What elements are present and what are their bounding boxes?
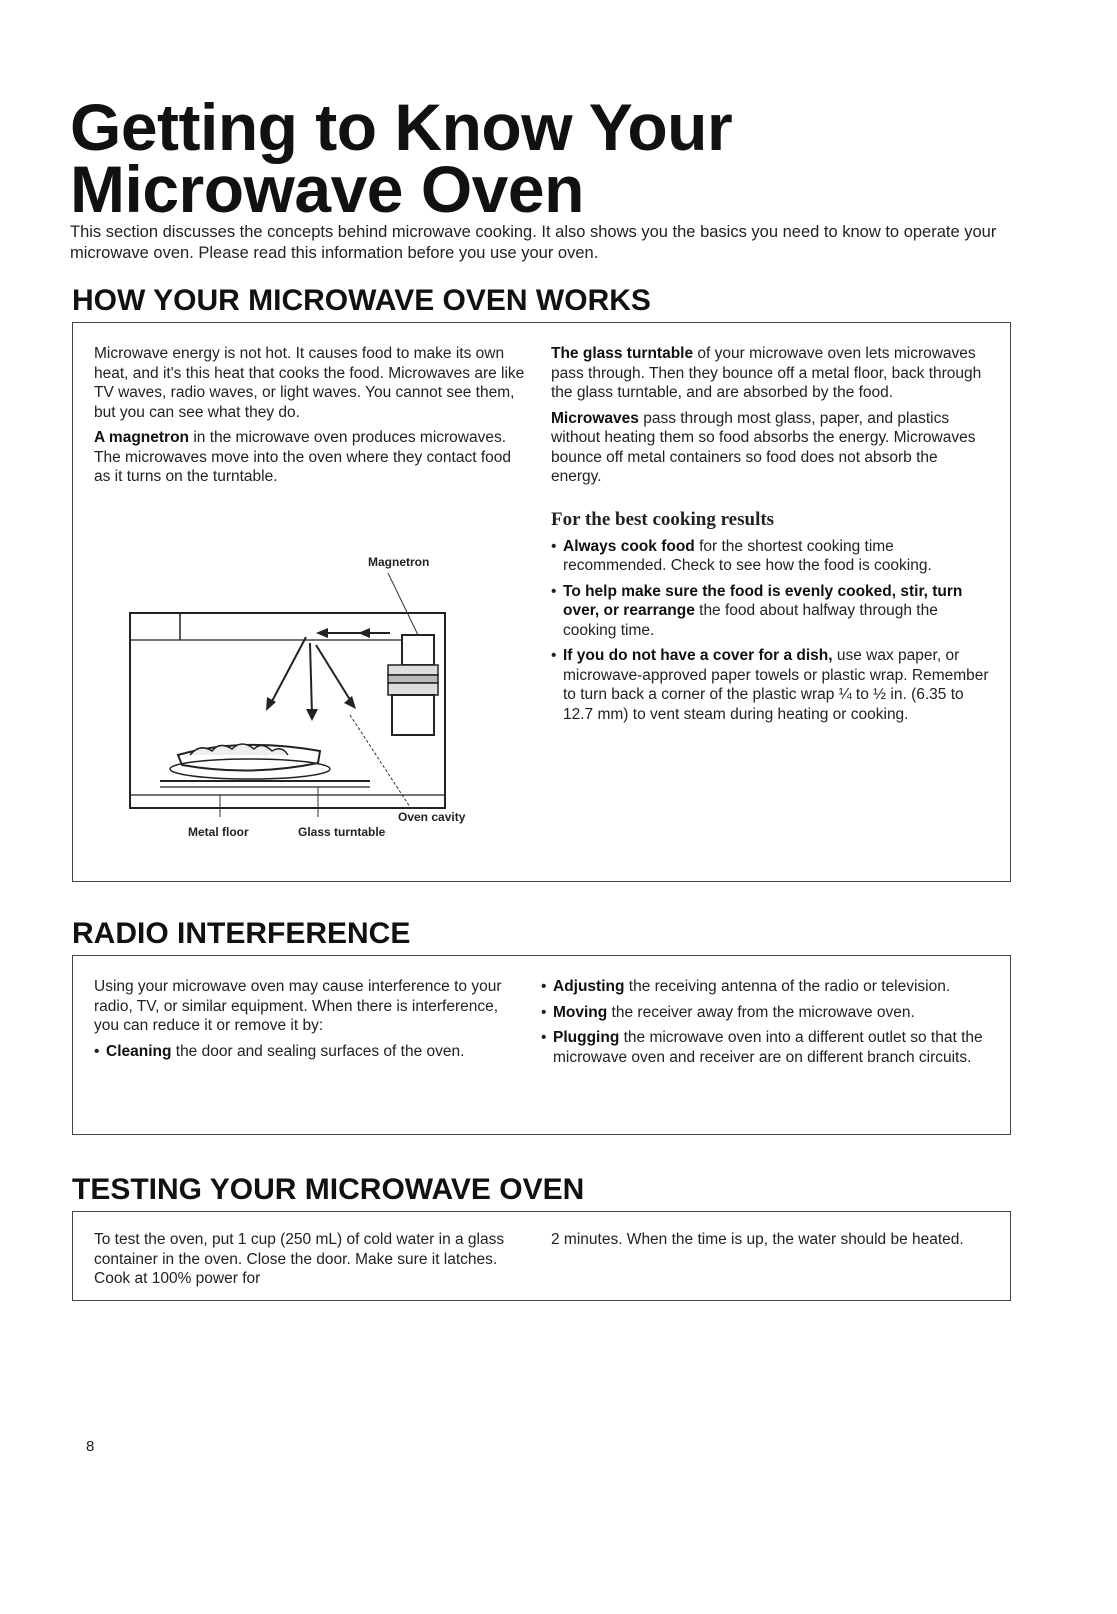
microwaves-term: Microwaves [551, 409, 639, 427]
tip-2-text: the food about halfway through the cooking time. [563, 602, 938, 639]
testing-right-text: 2 minutes. When the time is up, the water should be heated. [551, 1231, 964, 1248]
radio-left-column [94, 977, 526, 1067]
works-left-column [94, 344, 526, 493]
microwaves-text: pass through most glass, paper, and plastics without heating them so food absorbs the energy. Microwaves bounce off metal containers so food does not absorb the energy. [551, 409, 976, 485]
plugging-term: Plugging [553, 1029, 620, 1046]
adjusting-text: the receiving antenna of the radio or television. [624, 978, 951, 995]
cleaning-term: Cleaning [106, 1042, 172, 1060]
tip-1-text: for the shortest cooking time recommended. Check to see how the food is cooking. [563, 537, 932, 574]
radio-item-adjusting [541, 977, 993, 997]
oven-cavity-label: Oven cavity [398, 810, 466, 824]
metal-floor-label: Metal floor [188, 825, 249, 839]
radio-paragraph: Using your microwave oven may cause interference to your radio, TV, or similar equipment. When there is interference, you can reduce it or remove it by: [94, 978, 502, 1034]
glass-turntable-term: The glass turntable [551, 345, 694, 362]
radio-item-plugging [541, 1028, 993, 1067]
magnetron-label: Magnetron [368, 555, 430, 569]
moving-text: the receiver away from the microwave oven. [607, 1003, 915, 1021]
glass-turntable-text: of your microwave oven lets microwaves pass through. Then they bounce off a metal floor, back through the glass turntable, and are absorbed by the food. [551, 345, 982, 401]
radio-left-list [94, 1042, 526, 1062]
works-paragraph-3 [551, 344, 991, 403]
radio-heading: RADIO INTERFERENCE [72, 917, 411, 950]
works-paragraph-2 [94, 428, 526, 487]
page-title-line-1: Getting to Know Your [70, 90, 733, 164]
magnetron-text: in the microwave oven produces microwaves. The microwaves move into the oven where they contact food as it turns on the turntable. [94, 429, 511, 485]
testing-right-column [551, 1230, 991, 1256]
moving-term: Moving [553, 1003, 608, 1021]
tip-3-bold: If you do not have a cover for a dish, [563, 647, 833, 664]
intro-paragraph: This section discusses the concepts behind microwave cooking. It also shows you the basics you need to know to operate your microwave oven. Please read this information before you use your oven. [70, 223, 997, 262]
works-paragraph-1: Microwave energy is not hot. It causes food to make its own heat, and it's this heat that cooks the food. Microwaves are like TV waves, radio waves, or light waves. You cannot see them, but you can see what they do. [94, 345, 525, 421]
tip-item-1 [551, 537, 991, 576]
tip-2-bold: To help make sure the food is evenly cooked, stir, turn over, or rearrange [563, 582, 963, 619]
testing-heading: TESTING YOUR MICROWAVE OVEN [72, 1173, 585, 1206]
radio-right-list [541, 977, 993, 1067]
magnetron-term: A magnetron [94, 429, 190, 446]
tips-list [551, 537, 991, 725]
glass-turntable-label: Glass turntable [298, 825, 386, 839]
tip-item-2 [551, 582, 991, 641]
page-number: 8 [86, 1438, 95, 1455]
page-title-line-2: Microwave Oven [70, 152, 584, 226]
testing-left-text: To test the oven, put 1 cup (250 mL) of cold water in a glass container in the oven. Close the door. Make sure it latches. Cook at 100% power for [94, 1231, 505, 1287]
cleaning-text: the door and sealing surfaces of the oven. [171, 1042, 465, 1060]
oven-diagram-drawing [120, 555, 470, 840]
tip-3-text: use wax paper, or microwave-approved paper towels or plastic wrap. Remember to turn back a corner of the plastic wrap ¼ to ½ in. (6.35 to 12.7 mm) to vent steam during heating or cooking. [563, 647, 989, 723]
works-heading: HOW YOUR MICROWAVE OVEN WORKS [72, 284, 651, 317]
testing-left-column [94, 1230, 526, 1295]
radio-item-moving [541, 1003, 993, 1023]
tip-item-3 [551, 646, 991, 724]
tip-1-bold: Always cook food [563, 537, 695, 555]
tips-heading: For the best cooking results [551, 508, 775, 530]
page-title [70, 90, 733, 226]
adjusting-term: Adjusting [553, 978, 625, 995]
works-right-column [551, 344, 991, 730]
works-paragraph-4 [551, 409, 991, 487]
radio-right-column [541, 977, 993, 1073]
radio-item-cleaning [94, 1042, 526, 1062]
plugging-text: the microwave oven into a different outlet so that the microwave oven and receiver are on different branch circuits. [553, 1029, 983, 1066]
oven-diagram [120, 555, 470, 840]
